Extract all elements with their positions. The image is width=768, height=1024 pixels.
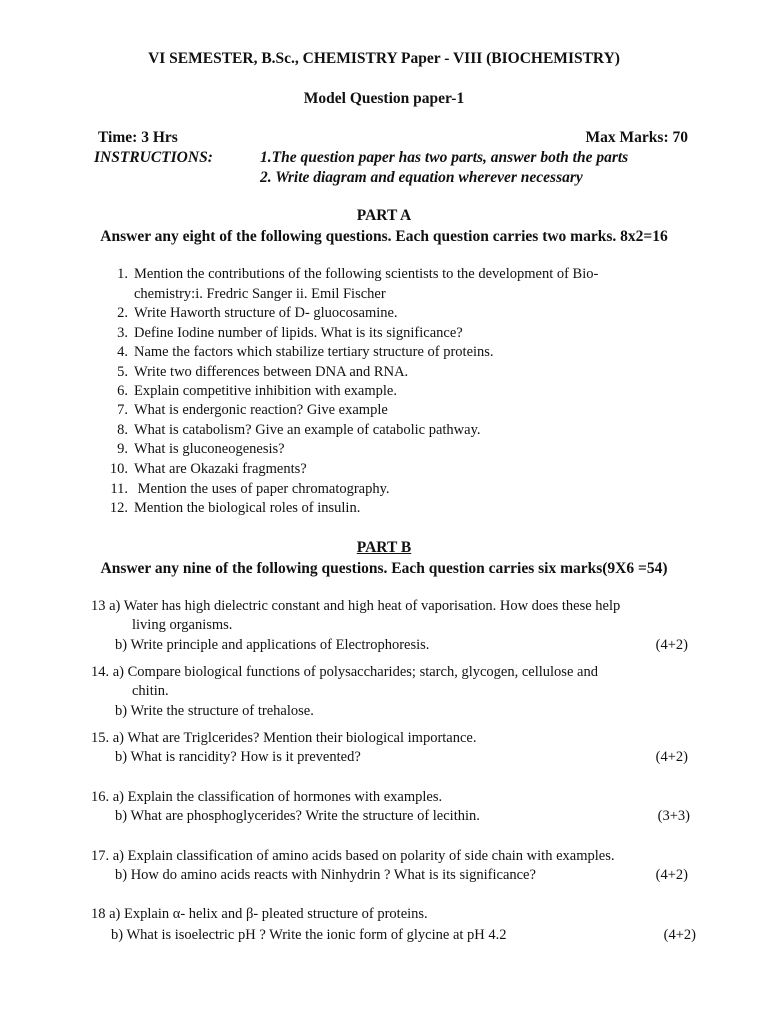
paper-title: VI SEMESTER, B.Sc., CHEMISTRY Paper - VIII (BIOCHEMISTRY) — [148, 50, 620, 67]
question-7 — [106, 402, 388, 419]
question-15b: b) What is rancidity? How is it prevented? — [115, 749, 361, 765]
question-number: 3. — [117, 325, 128, 341]
question-8 — [106, 422, 481, 439]
question-2 — [106, 305, 398, 322]
question-16-marks: (3+3) — [657, 808, 690, 824]
part-a-title: PART A — [356, 207, 412, 224]
question-text: What is gluconeogenesis? — [134, 441, 285, 457]
question-6 — [106, 383, 397, 400]
question-text: What is catabolism? Give an example of catabolic pathway. — [134, 422, 481, 438]
question-3 — [106, 325, 463, 342]
question-13a: 13 a) Water has high dielectric constant and high heat of vaporisation. How does these help — [91, 598, 621, 614]
question-text: What are Okazaki fragments? — [134, 461, 307, 477]
question-1-continued: chemistry:i. Fredric Sanger ii. Emil Fischer — [134, 286, 386, 302]
question-text: Mention the biological roles of insulin. — [134, 500, 361, 516]
question-15a: 15. a) What are Triglcerides? Mention their biological importance. — [91, 730, 477, 746]
question-number: 1. — [117, 266, 128, 282]
question-18a: 18 a) Explain α- helix and β- pleated structure of proteins. — [91, 906, 428, 922]
question-13a-continued: living organisms. — [132, 617, 233, 633]
question-number: 4. — [117, 344, 128, 360]
question-text: Mention the uses of paper chromatography. — [134, 481, 390, 497]
time-label: Time: 3 Hrs — [98, 129, 178, 146]
question-1 — [106, 266, 598, 283]
question-number: 5. — [117, 364, 128, 380]
question-18b: b) What is isoelectric pH ? Write the ionic form of glycine at pH 4.2 — [111, 927, 507, 943]
part-b-directive: Answer any nine of the following questions. Each question carries six marks(9X6 =54) — [100, 560, 668, 577]
question-10 — [106, 461, 307, 478]
question-14a: 14. a) Compare biological functions of polysaccharides; starch, glycogen, cellulose and — [91, 664, 598, 680]
question-5 — [106, 364, 408, 381]
question-number: 11. — [110, 481, 128, 497]
instruction-2: 2. Write diagram and equation wherever necessary — [260, 169, 583, 186]
part-b-title: PART B — [356, 539, 412, 556]
question-number: 10. — [109, 461, 128, 477]
instructions-label: INSTRUCTIONS: — [94, 149, 213, 166]
question-11 — [106, 481, 390, 498]
question-9 — [106, 441, 285, 458]
question-number: 8. — [117, 422, 128, 438]
question-17b: b) How do amino acids reacts with Ninhydrin ? What is its significance? — [115, 867, 536, 883]
part-a-directive: Answer any eight of the following questions. Each question carries two marks. 8x2=16 — [100, 228, 668, 245]
question-text: Name the factors which stabilize tertiary structure of proteins. — [134, 344, 494, 360]
question-13b: b) Write principle and applications of Electrophoresis. — [115, 637, 430, 653]
question-number: 6. — [117, 383, 128, 399]
question-text: Mention the contributions of the following scientists to the development of Bio- — [134, 266, 599, 282]
question-16a: 16. a) Explain the classification of hormones with examples. — [91, 789, 443, 805]
paper-subtitle: Model Question paper-1 — [303, 90, 465, 107]
question-4 — [106, 344, 494, 361]
max-marks-label: Max Marks: 70 — [585, 129, 688, 146]
question-text: Define Iodine number of lipids. What is its significance? — [134, 325, 463, 341]
question-text: What is endergonic reaction? Give example — [134, 402, 388, 418]
question-text: Write two differences between DNA and RNA. — [134, 364, 409, 380]
question-16b: b) What are phosphoglycerides? Write the structure of lecithin. — [115, 808, 480, 824]
question-text: Write Haworth structure of D- gluocosamine. — [134, 305, 398, 321]
question-14a-continued: chitin. — [132, 683, 169, 699]
question-15-marks: (4+2) — [655, 749, 688, 765]
question-17a: 17. a) Explain classification of amino acids based on polarity of side chain with examples. — [91, 848, 615, 864]
question-12 — [106, 500, 360, 517]
question-13-marks: (4+2) — [655, 637, 688, 653]
question-14b: b) Write the structure of trehalose. — [115, 703, 314, 719]
question-number: 2. — [117, 305, 128, 321]
question-17-marks: (4+2) — [655, 867, 688, 883]
question-text: Explain competitive inhibition with example. — [134, 383, 397, 399]
question-number: 12. — [109, 500, 128, 516]
question-number: 7. — [117, 402, 128, 418]
question-18-marks: (4+2) — [663, 927, 696, 943]
question-number: 9. — [117, 441, 128, 457]
instruction-1: 1.The question paper has two parts, answer both the parts — [260, 149, 629, 166]
